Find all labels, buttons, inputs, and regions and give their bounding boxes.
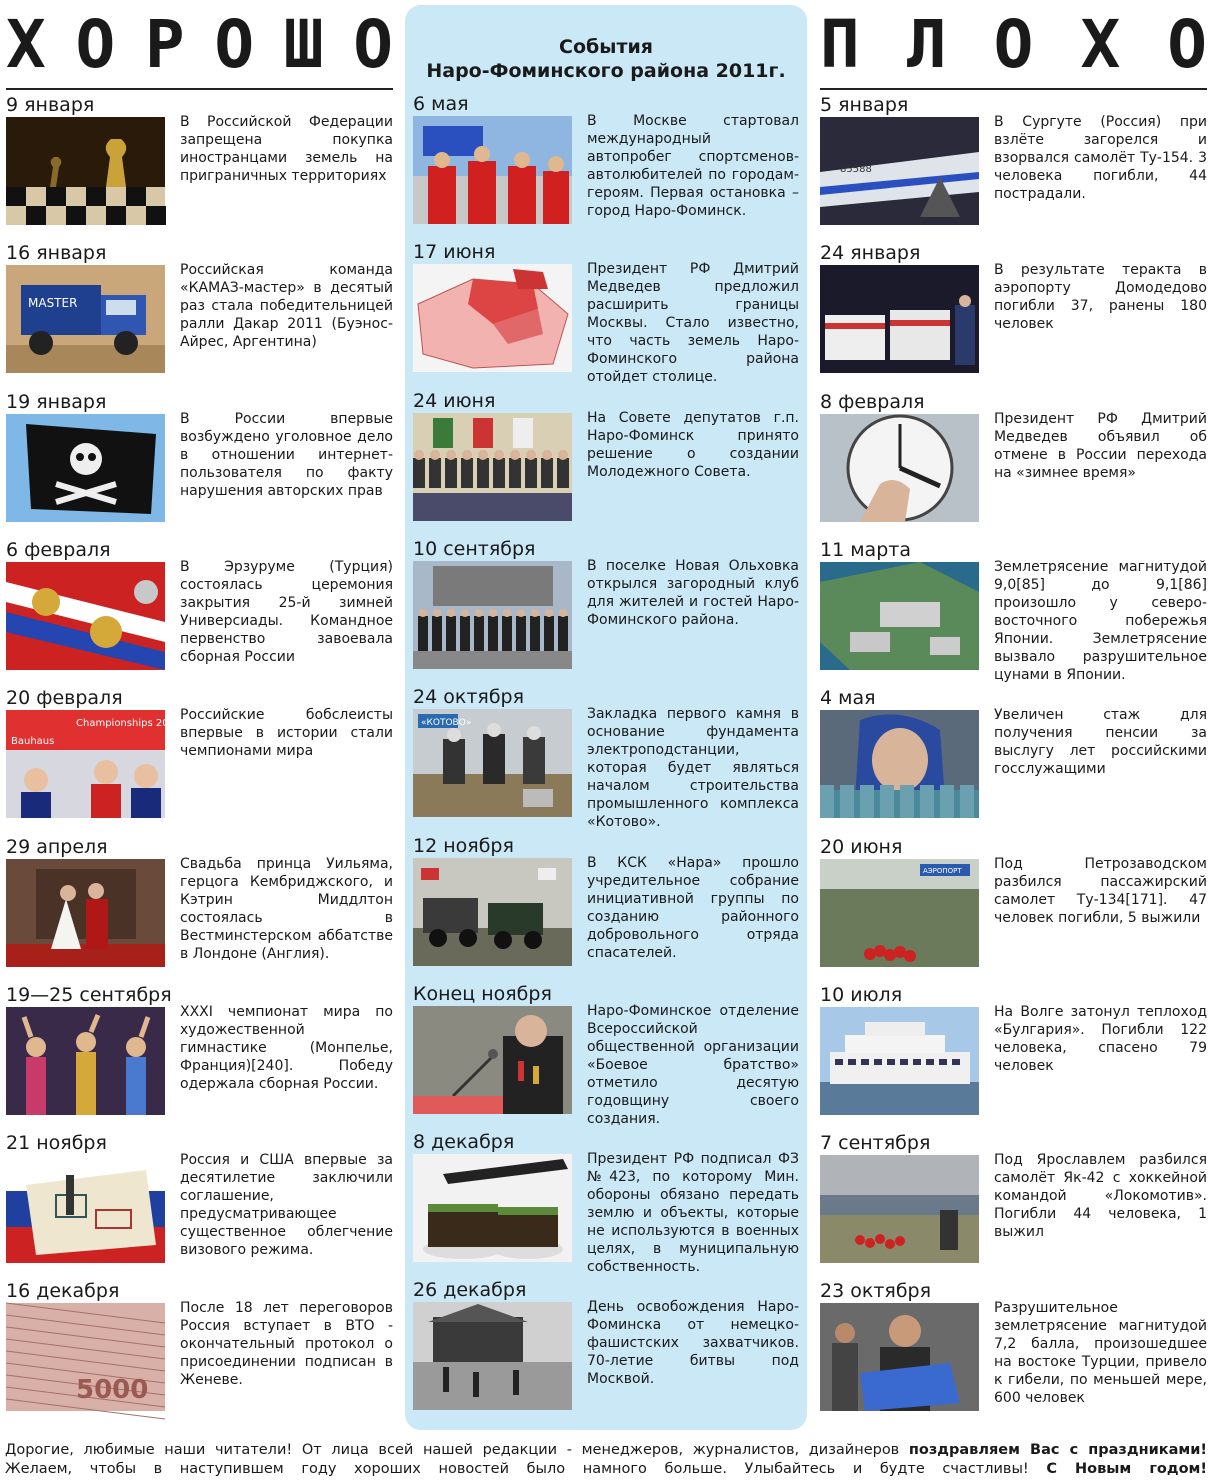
header-divider: [820, 88, 1207, 90]
good-news-entry: [6, 835, 393, 975]
entry-description: В результате теракта в аэропорту Домодедово погибли 37, ранены 180 человек: [994, 262, 1207, 333]
first-stone-image: [413, 709, 572, 817]
plane-label: 85588: [840, 164, 872, 175]
royal-wedding-image: [6, 859, 165, 967]
clock-image: [820, 414, 979, 522]
entry-date: 24 октября: [413, 686, 525, 709]
bad-news-entry: [820, 390, 1207, 530]
nuclear-plant-image: [820, 562, 979, 670]
district-events-column: [405, 5, 807, 1430]
greeting-bold: С Новым годом!: [1046, 1461, 1207, 1477]
entry-date: 5 января: [820, 94, 909, 116]
banner-label: Bauhaus: [11, 736, 55, 748]
good-news-entry: [6, 686, 393, 826]
good-header: [6, 8, 393, 82]
entry-date: 21 ноября: [6, 1132, 107, 1155]
bad-news-entry: [820, 835, 1207, 975]
entry-date: 8 февраля: [820, 390, 925, 413]
bad-news-entry: [820, 538, 1207, 683]
entry-date: 20 июня: [820, 835, 903, 858]
good-letter: Р: [144, 6, 185, 83]
good-letter: Ш: [283, 6, 324, 83]
entry-description: Под Петрозаводском разбился пассажирский самолет Ту-134[171]. 47 человек погибли, 5 выжили: [994, 855, 1207, 926]
good-letter: Х: [6, 6, 46, 83]
entry-date: 16 января: [6, 242, 107, 265]
entry-description: Президент РФ подписал ФЗ №423, по которому Мин. обороны обязано передать землю и объекты, которые не используются в военных целях, в муниципальную собственность.: [587, 1151, 799, 1276]
entry-description: Россия и США впервые за десятилетие заключили соглашение, предусматривающее существенное облегчение визового режима.: [180, 1152, 393, 1259]
bad-news-entry: [820, 1279, 1207, 1419]
district-event-entry: [413, 240, 799, 386]
good-letter: О: [353, 6, 393, 83]
entry-description: В России впервые возбуждено уголовное дело в отношении интернет-пользователя по факту нарушения авторских прав: [180, 410, 393, 499]
entry-description: В КСК «Нара» прошло учредительное собрание инициативной группы по созданию районного добровольного отряда спасателей.: [587, 854, 799, 961]
good-letter: О: [214, 6, 255, 83]
turkey-earthquake-image: [820, 1303, 979, 1411]
sign-label: «КОТОВО»: [421, 718, 472, 729]
entry-date: 8 декабря: [413, 1131, 515, 1154]
district-event-entry: [413, 389, 799, 529]
bad-news-entry: [820, 93, 1207, 233]
district-event-entry: [413, 92, 799, 232]
entry-description: День освобождения Наро-Фоминска от немецко-фашистских захватчиков. 70-летие битвы под Москвой.: [587, 1299, 799, 1388]
good-letter: О: [75, 6, 116, 83]
good-news-entry: [6, 241, 393, 381]
good-news-entry: [6, 1279, 393, 1419]
greeting-footer: [5, 1441, 1207, 1479]
entry-description: В Сургуте (Россия) при взлёте загорелся и взорвался самолёт Ту-154. 3 человека погибли, 44 пострадали.: [994, 114, 1207, 202]
rally-drivers-image: [413, 116, 572, 224]
district-event-entry: [413, 982, 799, 1127]
entry-date: 24 июня: [413, 389, 496, 412]
greeting-text: Желаем, чтобы в наступившем году хороших новостей было намного больше. Улыбайтесь и будте счастливы!: [5, 1461, 1047, 1477]
entry-date: 23 октября: [820, 1280, 932, 1303]
good-news-entry: [6, 1131, 393, 1271]
entry-date: 20 февраля: [6, 687, 123, 710]
entry-date: 6 февраля: [6, 538, 111, 561]
entry-date: 26 декабря: [413, 1279, 527, 1302]
visa-passport-image: [6, 1155, 165, 1263]
greeting-line-1: [5, 1441, 1207, 1460]
yak42-flowers-image: [820, 1155, 979, 1263]
banner-label: Championships 2011: [76, 718, 182, 730]
bad-letter: П: [820, 6, 860, 83]
greeting-bold: поздравляем Вас с праздниками!: [908, 1442, 1207, 1458]
banknotes-image: [6, 1303, 165, 1411]
bad-news-entry: [820, 1131, 1207, 1271]
entry-date: Конец ноября: [413, 982, 552, 1005]
entry-description: Под Ярославлем разбился самолёт Як-42 с хоккейной командой «Локомотив». Погибли 44 человека, 1 выжил: [994, 1152, 1207, 1241]
moscow-map-image: [413, 264, 572, 372]
district-event-entry: [413, 834, 799, 974]
events-title-line1: События: [559, 36, 653, 58]
banknote-label: 5000: [76, 1375, 149, 1406]
greeting-text: Дорогие, любимые наши читатели! От лица всей нашей редакции - менеджеров, журналистов, дизайнеров: [5, 1442, 909, 1458]
bad-news-entry: [820, 686, 1207, 826]
wartime-photo-image: [413, 1302, 572, 1410]
entry-date: 16 декабря: [6, 1280, 120, 1303]
entry-description: Увеличен стаж для получения пенсии за выслугу лет российскими госслужащими: [994, 707, 1207, 778]
bobsleigh-image: [6, 710, 182, 818]
bad-letter: Л: [906, 6, 947, 83]
chess-image: [6, 117, 165, 225]
rescue-jeeps-image: [413, 858, 572, 966]
entry-description: На Волге затонул теплоход «Булгария». Погибли 122 человека, спасено 79 человек: [994, 1003, 1207, 1074]
good-news-entry: [6, 390, 393, 530]
crash-site-image: [820, 859, 979, 967]
entry-description: В Российской Федерации запрещена покупка иностранцами земель на приграничных территориях: [180, 114, 393, 184]
medals-image: [6, 562, 165, 670]
bad-letter: Х: [1080, 6, 1121, 83]
sign-label: АЭРОПОРТ: [923, 866, 962, 875]
entry-description: В Москве стартовал международный автопробег спортсменов-автолюбителей по городам-героям. Первая остановка – город Наро-Фоминск.: [587, 113, 799, 219]
old-woman-image: [820, 710, 979, 818]
entry-date: 10 сентября: [413, 537, 536, 560]
entry-date: 4 мая: [820, 687, 876, 710]
entry-description: Разрушительное землетрясение магнитудой 7,2 балла, произошедшее на востоке Турции, привело к гибели, по меньшей мере, 600 человек: [994, 1300, 1207, 1407]
district-events-title: [405, 35, 807, 83]
kamaz-truck-image: [6, 265, 165, 373]
bulgaria-ship-image: [820, 1007, 979, 1115]
bad-news-entry: [820, 241, 1207, 381]
pirate-flag-image: [6, 414, 165, 522]
domodedovo-ambulance-image: [820, 265, 979, 373]
gymnastics-image: [6, 1007, 165, 1115]
youth-council-image: [413, 413, 572, 521]
kamaz-label: MASTER: [28, 296, 78, 311]
land-knife-image: [413, 1154, 572, 1262]
bad-news-entry: [820, 983, 1207, 1123]
entry-date: 6 мая: [413, 93, 469, 115]
veteran-speech-image: [413, 1006, 572, 1114]
district-event-entry: [413, 1278, 799, 1418]
entry-description: Наро-Фоминское отделение Всероссийской общественной организации «Боевое братство» отметило десятую годовщину своего создания.: [587, 1002, 799, 1127]
country-club-image: [413, 561, 572, 669]
entry-date: 17 июня: [413, 241, 496, 264]
entry-date: 19 января: [6, 390, 107, 413]
entry-description: Президент РФ Дмитрий Медведев объявил об отмене в России перехода на «зимнее время»: [994, 410, 1207, 481]
entry-description: Российская команда «КАМАЗ-мастер» в десятый раз стала победительницей ралли Дакар 2011 (Буэнос-Айрес, Аргентина): [180, 262, 393, 351]
entry-description: XXXI чемпионат мира по художественной гимнастике (Монпелье, Франция)[240]. Победу одержала сборная России.: [180, 1003, 393, 1092]
bad-letter: О: [1167, 6, 1207, 83]
entry-description: На Совете депутатов г.п. Наро-Фоминск принято решение о создании Молодежного Совета.: [587, 409, 799, 480]
entry-date: 9 января: [6, 94, 95, 116]
district-event-entry: [413, 685, 799, 831]
bad-letter: О: [993, 6, 1034, 83]
entry-date: 19—25 сентября: [6, 983, 172, 1006]
header-divider: [6, 88, 393, 90]
entry-date: 7 сентября: [820, 1132, 931, 1155]
district-event-entry: [413, 537, 799, 677]
bad-header: [820, 8, 1207, 82]
events-title-line2: Наро-Фоминского района 2011г.: [426, 60, 786, 82]
good-news-entry: [6, 93, 393, 233]
greeting-line-2: [5, 1460, 1207, 1479]
tu154-fire-image: [820, 117, 979, 225]
entry-description: Президент РФ Дмитрий Медведев предложил расширить границы Москвы. Стало известно, что часть земель Наро-Фоминского района отойдет столице.: [587, 261, 799, 386]
entry-description: В поселке Новая Ольховка открылся загородный клуб для жителей и гостей Наро-Фоминского района.: [587, 557, 799, 628]
entry-date: 10 июля: [820, 983, 903, 1006]
entry-date: 24 января: [820, 242, 921, 265]
entry-description: После 18 лет переговоров Россия вступает в ВТО - окончательный протокол о присоединении подписан в Женеве.: [180, 1300, 393, 1389]
entry-description: Российские бобслеисты впервые в истории стали чемпионами мира: [180, 707, 393, 760]
entry-date: 29 апреля: [6, 835, 108, 858]
good-news-entry: [6, 983, 393, 1123]
entry-description: Закладка первого камня в основание фундамента электроподстанции, которая будет являться началом строительства промышленного комплекса «Котово».: [587, 706, 799, 831]
district-event-entry: [413, 1130, 799, 1276]
entry-description: В Эрзуруме (Турция) состоялась церемония закрытия 25-й зимней Универсиады. Командное первенство завоевала сборная России: [180, 558, 393, 665]
entry-description: Свадьба принца Уильяма, герцога Кембриджского, и Кэтрин Миддлтон состоялась в Вестминстерском аббатстве в Лондоне (Англия).: [180, 855, 393, 962]
entry-description: Землетрясение магнитудой 9,0[85] до 9,1[86] произошло у северо-восточного побережья Японии. Землетрясение вызвало разрушительное цунами в Японии.: [994, 558, 1207, 683]
good-news-entry: [6, 538, 393, 678]
entry-date: 11 марта: [820, 538, 911, 561]
entry-date: 12 ноября: [413, 834, 514, 857]
